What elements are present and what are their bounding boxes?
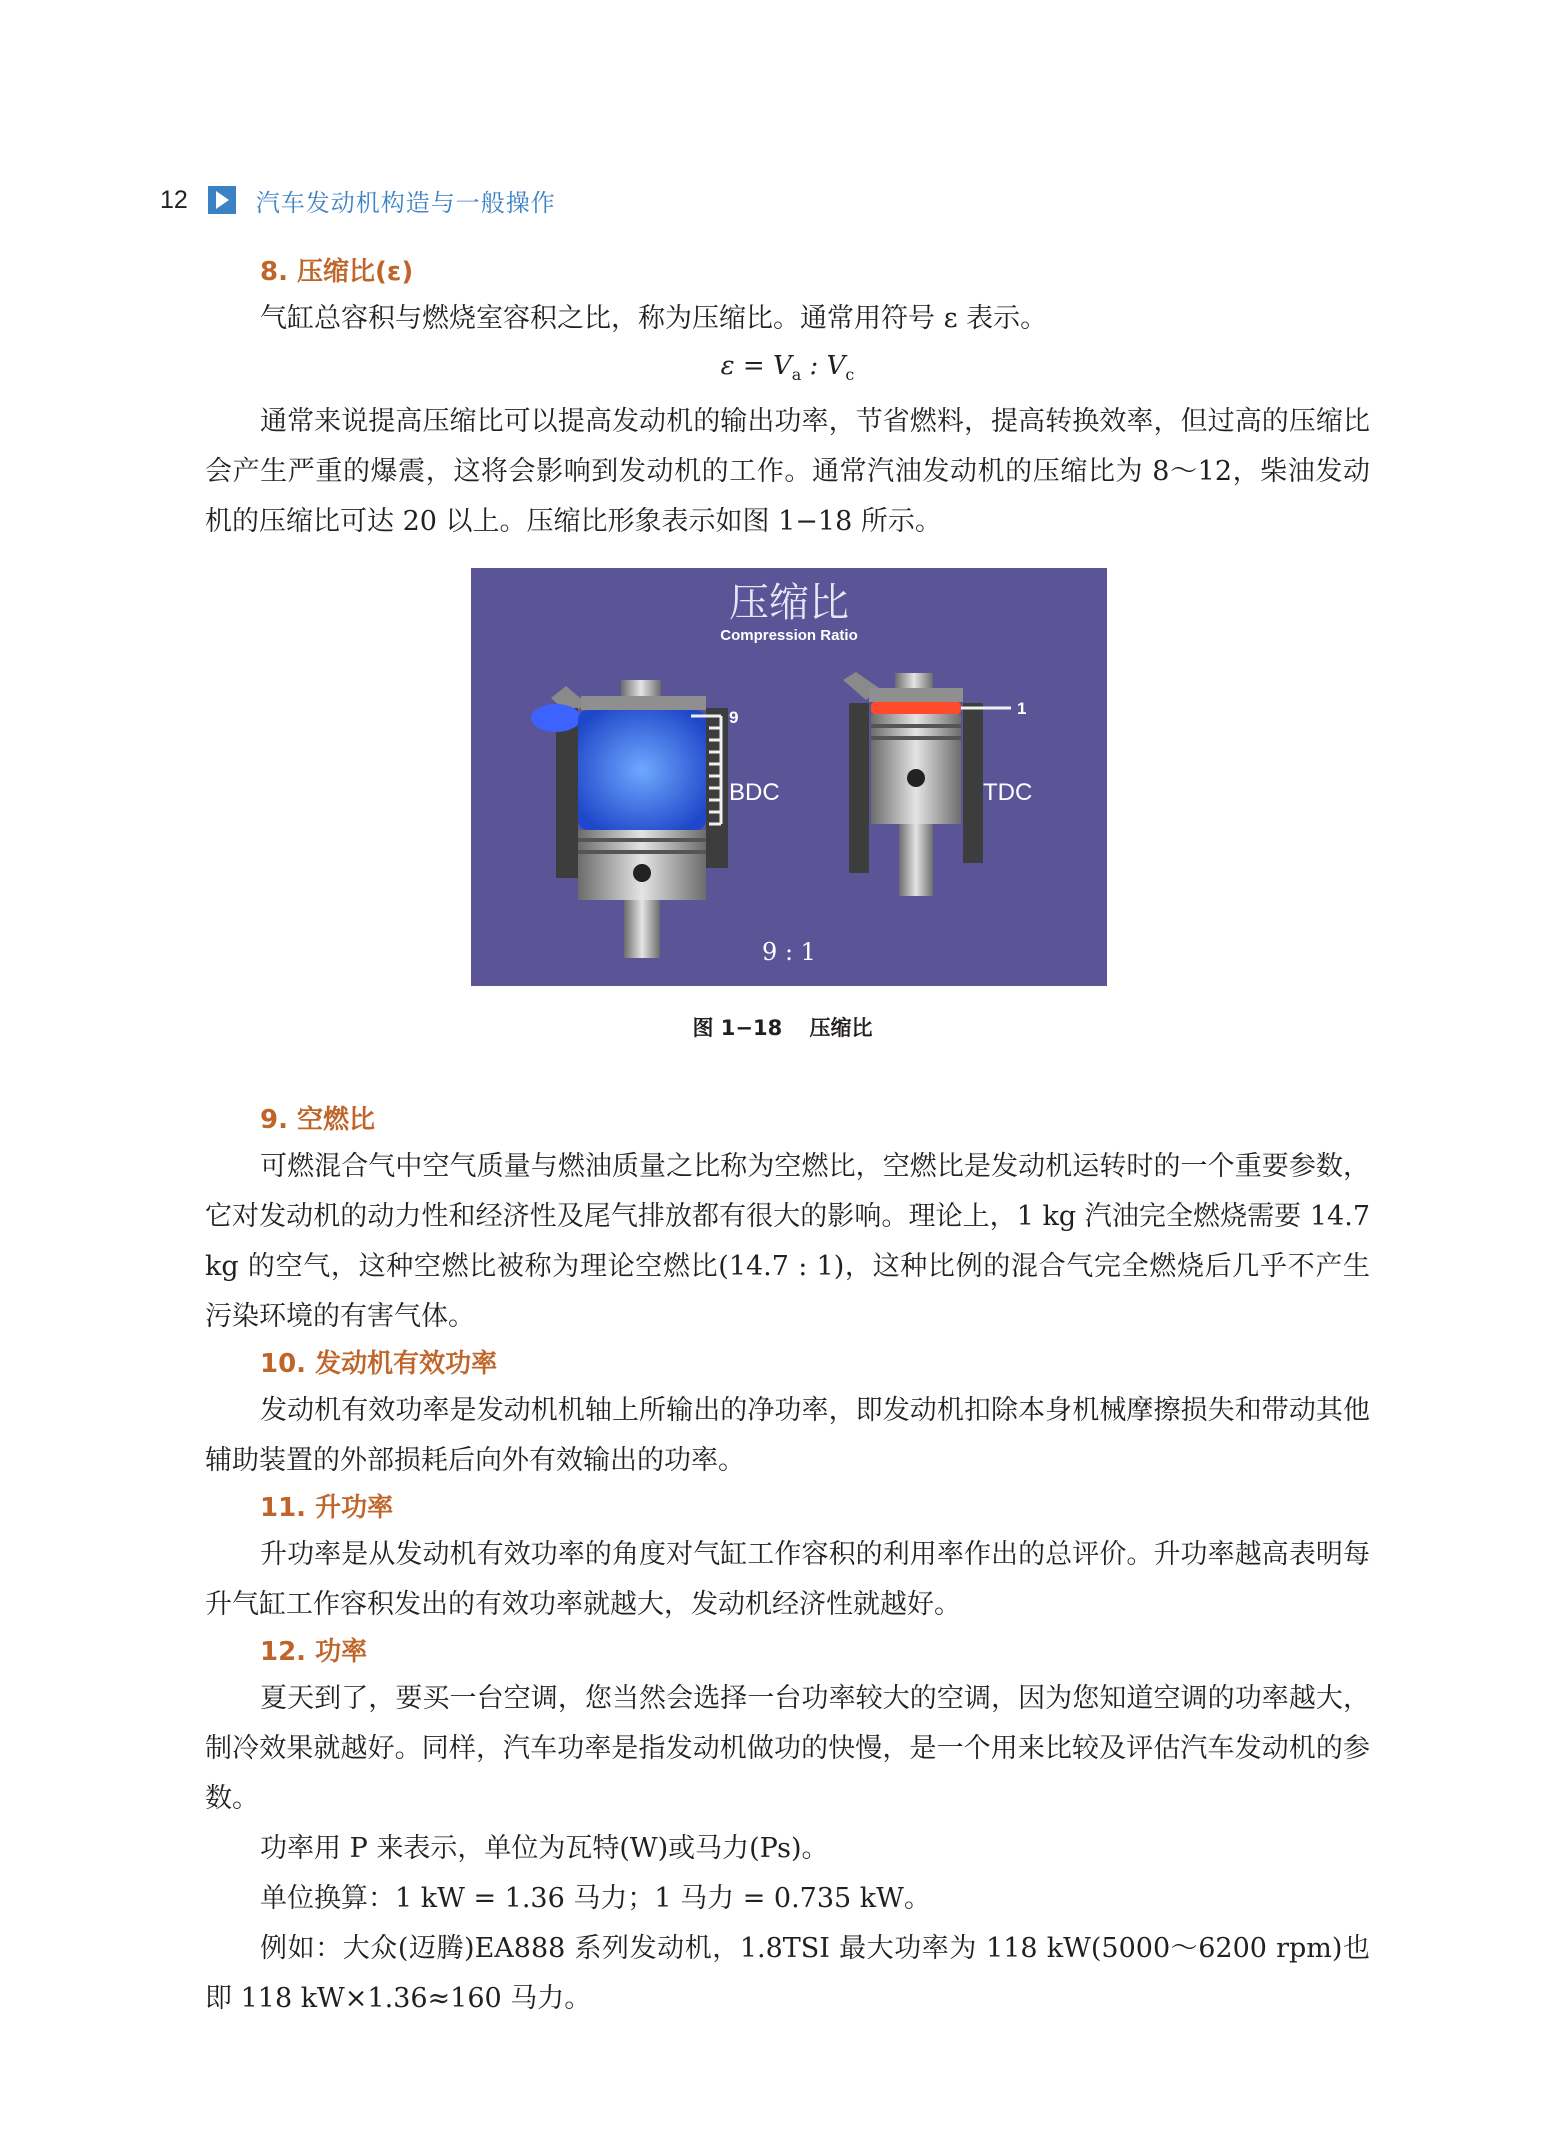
sections-9-12 xyxy=(205,1098,1370,2024)
paragraph: 通常来说提高压缩比可以提高发动机的输出功率，节省燃料，提高转换效率，但过高的压缩比会产生严重的爆震，这将会影响到发动机的工作。通常汽油发动机的压缩比为 8～12，柴油发动机的压缩比可达 20 以上。压缩比形象表示如图 1−18 所示。 xyxy=(205,406,1370,538)
bdc-label: BDC xyxy=(729,779,780,806)
section-title: 8. 压缩比(ε) xyxy=(260,257,414,287)
compression-ratio-figure xyxy=(471,568,1107,986)
tdc-marker: 1 xyxy=(1017,699,1027,718)
bdc-marker: 9 xyxy=(729,708,739,727)
figure-caption-text: 压缩比 xyxy=(809,1016,873,1040)
paragraph: 例如：大众(迈腾)EA888 系列发动机，1.8TSI 最大功率为 118 kW(5000～6200 rpm)也即 118 kW×1.36≈160 马力。 xyxy=(205,1933,1370,2014)
ratio-label: 9 : 1 xyxy=(762,938,816,966)
paragraph: 发动机有效功率是发动机机轴上所输出的净功率，即发动机扣除本身机械摩擦损失和带动其他辅助装置的外部损耗后向外有效输出的功率。 xyxy=(205,1395,1370,1476)
figure-title-en: Compression Ratio xyxy=(720,627,858,644)
cylinder-bdc xyxy=(531,680,728,958)
tdc-label: TDC xyxy=(983,779,1033,806)
figure-caption xyxy=(0,1012,1565,1042)
paragraph: 单位换算：1 kW = 1.36 马力；1 马力 = 0.735 kW。 xyxy=(260,1883,931,1914)
book-title: 汽车发动机构造与一般操作 xyxy=(255,188,556,217)
section-title: 12. 功率 xyxy=(260,1637,368,1667)
compression-ratio-illustration xyxy=(471,568,1107,986)
compression-ratio-formula: $\varepsilon = V_a$ : $V_c$ xyxy=(720,351,855,385)
section-title: 11. 升功率 xyxy=(260,1493,394,1523)
chevron-right-icon xyxy=(208,186,236,214)
figure-title-cn: 压缩比 xyxy=(729,580,849,626)
paragraph: 升功率是从发动机有效功率的角度对气缸工作容积的利用率作出的总评价。升功率越高表明每升气缸工作容积发出的有效功率就越大，发动机经济性就越好。 xyxy=(205,1539,1370,1620)
running-header xyxy=(160,178,556,222)
paragraph: 夏天到了，要买一台空调，您当然会选择一台功率较大的空调，因为您知道空调的功率越大，制冷效果就越好。同样，汽车功率是指发动机做功的快慢，是一个用来比较及评估汽车发动机的参数。 xyxy=(205,1683,1370,1814)
paragraph: 功率用 P 来表示，单位为瓦特(W)或马力(Ps)。 xyxy=(260,1833,829,1864)
paragraph: 气缸总容积与燃烧室容积之比，称为压缩比。通常用符号 ε 表示。 xyxy=(260,303,1048,334)
section-title: 9. 空燃比 xyxy=(260,1105,376,1135)
section-8 xyxy=(205,250,1370,547)
figure-number: 图 1−18 xyxy=(692,1016,783,1040)
page-number: 12 xyxy=(160,185,188,214)
section-title: 10. 发动机有效功率 xyxy=(260,1349,498,1379)
paragraph: 可燃混合气中空气质量与燃油质量之比称为空燃比，空燃比是发动机运转时的一个重要参数，它对发动机的动力性和经济性及尾气排放都有很大的影响。理论上，1 kg 汽油完全燃烧需要 14.7 kg 的空气，这种空燃比被称为理论空燃比(14.7 : 1)，这种比例的混合气完全燃烧后几乎不产生污染环境的有害气体。 xyxy=(205,1151,1370,1332)
